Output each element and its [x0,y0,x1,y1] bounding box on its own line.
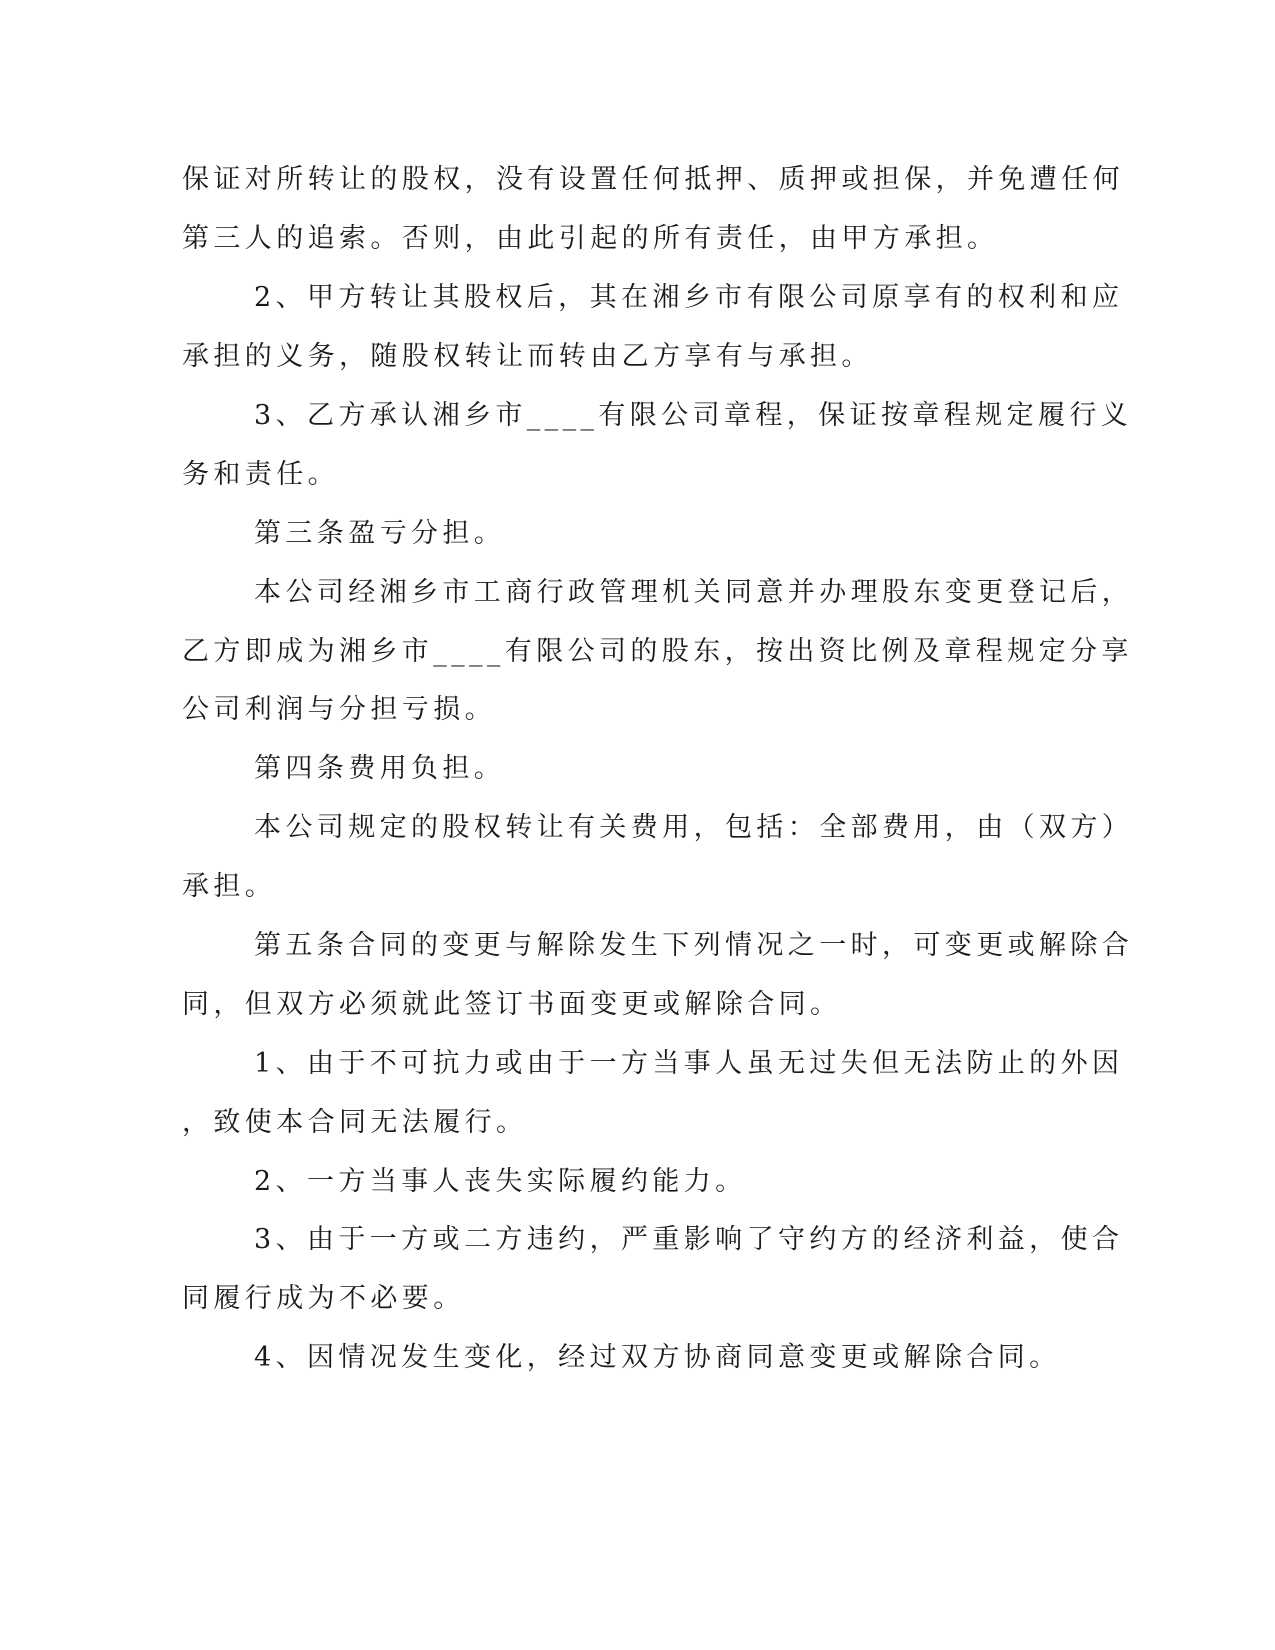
text-line-12: 本公司规定的股权转让有关费用，包括：全部费用，由（双方） [254,812,1134,843]
text-line-2: 第三人的追索。否则，由此引起的所有责任，由甲方承担。 [182,223,999,254]
text-line-4: 承担的义务，随股权转让而转由乙方享有与承担。 [182,341,873,372]
section-heading-3: 第三条盈亏分担。 [254,518,506,549]
text-line-3: 2、甲方转让其股权后，其在湘乡市有限公司原享有的权利和应 [254,282,1124,313]
text-line-15: 同，但双方必须就此签订书面变更或解除合同。 [182,989,842,1020]
section-heading-5: 第五条合同的变更与解除发生下列情况之一时，可变更或解除合 [254,930,1134,961]
text-line-9: 乙方即成为湘乡市____有限公司的股东，按出资比例及章程规定分享 [182,636,1133,667]
text-line-20: 同履行成为不必要。 [182,1283,465,1314]
text-line-21: 4、因情况发生变化，经过双方协商同意变更或解除合同。 [254,1342,1061,1373]
text-line-10: 公司利润与分担亏损。 [182,694,496,725]
text-line-13: 承担。 [182,871,277,902]
text-line-18: 2、一方当事人丧失实际履约能力。 [254,1166,747,1197]
text-line-16: 1、由于不可抗力或由于一方当事人虽无过失但无法防止的外因 [254,1048,1124,1079]
text-line-1: 保证对所转让的股权，没有设置任何抵押、质押或担保，并免遭任何 [182,164,1124,195]
text-line-5: 3、乙方承认湘乡市____有限公司章程，保证按章程规定履行义 [254,400,1133,431]
text-line-17: ，致使本合同无法履行。 [182,1107,528,1138]
section-heading-4: 第四条费用负担。 [254,753,506,784]
text-line-6: 务和责任。 [182,459,339,490]
text-line-19: 3、由于一方或二方违约，严重影响了守约方的经济利益，使合 [254,1224,1124,1255]
text-line-8: 本公司经湘乡市工商行政管理机关同意并办理股东变更登记后， [254,577,1134,608]
